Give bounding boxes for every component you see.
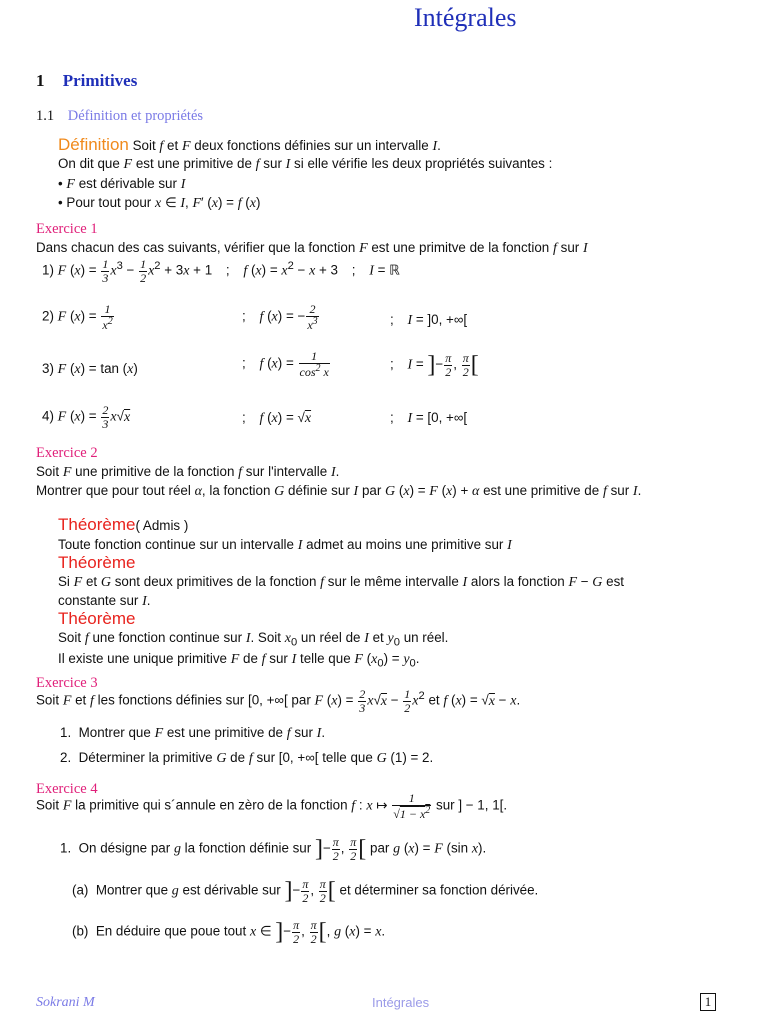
definition-bullet1: • F est dérivable sur I [58, 176, 186, 192]
exercise-3-label: Exercice 3 [36, 675, 98, 691]
definition-bullet2: • Pour tout pour x ∈ I, F′ (x) = f (x) [58, 195, 261, 211]
exercise-1-case-4-i: ; I = [0, +∞[ [390, 410, 468, 426]
exercise-2-line2: Montrer que pour tout réel α, la fonction G définie sur I par G (x) = F (x) + α est une primitive de f sur I. [36, 483, 642, 499]
page-title: Intégrales [414, 3, 517, 32]
section-title: Primitives [62, 71, 138, 90]
theorem-3-line1: Soit f une fonction continue sur I. Soit $x_0$ un réel de I et $y_0$ un réel. [58, 630, 449, 649]
exercise-4-question-b: (b) En déduire que poue tout x ∈ ]− $\frac{\pi}{2}$ , $\frac{\pi}{2}$ [, g (x) = x. [72, 918, 386, 946]
theorem-1-heading: Théorème( Admis ) [58, 515, 189, 534]
subsection-title: Définition et propriétés [67, 108, 204, 124]
theorem-3-line2: Il existe une unique primitive F de f sur I telle que F $(x_0) = y_0$. [58, 651, 420, 670]
footer-author: Sokrani M [36, 995, 95, 1010]
exercise-1-case-3-i: ; I = ]− $\frac{\pi}{2}$ , $\frac{\pi}{2}$ [ [390, 351, 479, 379]
exercise-1-case-4: 4) F (x) = $\frac{2}{3}$ x√x [42, 403, 131, 431]
exercise-1-case-3-f: ; f (x) = $\frac{1}{\cos^2 x}$ [242, 349, 329, 379]
exercise-1-case-2: 2) F (x) = $\frac{1}{x^2}$ [42, 302, 113, 332]
section-number: 1 [36, 71, 45, 90]
exercise-1-case-1: 1) F (x) = $\frac{1}{3}$ $x^3$ − $\frac{1}{2}$ $x^2 + 3x + 1$ ; f $(x) = x^2 - x + 3$ ; I = ℝ [42, 257, 400, 285]
exercise-1-case-2-i: ; I = ]0, +∞[ [390, 312, 468, 328]
subsection-heading [36, 107, 203, 127]
exercise-1-case-2-f: ; f (x) = − $\frac{2}{x^3}$ [242, 302, 318, 332]
page-number: 1 [700, 993, 716, 1011]
theorem-2-line1: Si F et G sont deux primitives de la fonction f sur le même intervalle I alors la fonction F − G est [58, 574, 625, 590]
theorem-2-line2: constante sur I. [58, 593, 151, 609]
exercise-1-intro: Dans chacun des cas suivants, vérifier que la fonction F est une primitve de la fonction f sur I [36, 240, 588, 256]
definition-line1: Définition Soit f et F deux fonctions définies sur un intervalle I. [58, 135, 441, 154]
exercise-3-question-2: 2. Déterminer la primitive G de f sur [0, +∞[ telle que G (1) = 2. [60, 750, 434, 766]
exercise-1-label: Exercice 1 [36, 221, 98, 237]
definition-line2: On dit que F est une primitive de f sur I si elle vérifie les deux propriétés suivantes : [58, 156, 553, 172]
exercise-1-case-3: 3) F (x) = tan (x) [42, 361, 138, 377]
exercise-3-intro: Soit F et f les fonctions définies sur [0, +∞[ par F (x) = $\frac{2}{3}$ x√x − $\frac{1}{2}$ $x^2$ et f (x) = √x − x. [36, 687, 521, 715]
theorem-1-text: Toute fonction continue sur un intervalle I admet au moins une primitive sur I [58, 537, 512, 553]
theorem-3-label: Théorème [58, 609, 136, 628]
exercise-4-question-1: 1. On désigne par g la fonction définie sur ]− $\frac{\pi}{2}$ , $\frac{\pi}{2}$ [ par g (x) = F (sin x). [60, 835, 487, 863]
theorem-2-label: Théorème [58, 553, 136, 572]
exercise-2-label: Exercice 2 [36, 445, 98, 461]
footer-title: Intégrales [372, 995, 430, 1010]
exercise-2-line1: Soit F une primitive de la fonction f sur l'intervalle I. [36, 464, 340, 480]
exercise-4-label: Exercice 4 [36, 781, 98, 797]
exercise-3-question-1: 1. Montrer que F est une primitive de f sur I. [60, 725, 326, 741]
exercise-4-question-a: (a) Montrer que g est dérivable sur ]− $\frac{\pi}{2}$ , $\frac{\pi}{2}$ [ et déterminer sa fonction dérivée. [72, 877, 539, 905]
exercise-1-case-4-f: ; f (x) = √x [242, 410, 312, 426]
exercise-4-intro: Soit F la primitive qui s´annule en zèro de la fonction f : x ↦ $\frac{1}{√1 - x^2}$ sur ] − 1, 1[. [36, 791, 508, 821]
section-heading [36, 70, 137, 93]
theorem-1-label: Théorème [58, 515, 136, 534]
definition-label: Définition [58, 135, 129, 154]
subsection-number: 1.1 [36, 108, 55, 124]
